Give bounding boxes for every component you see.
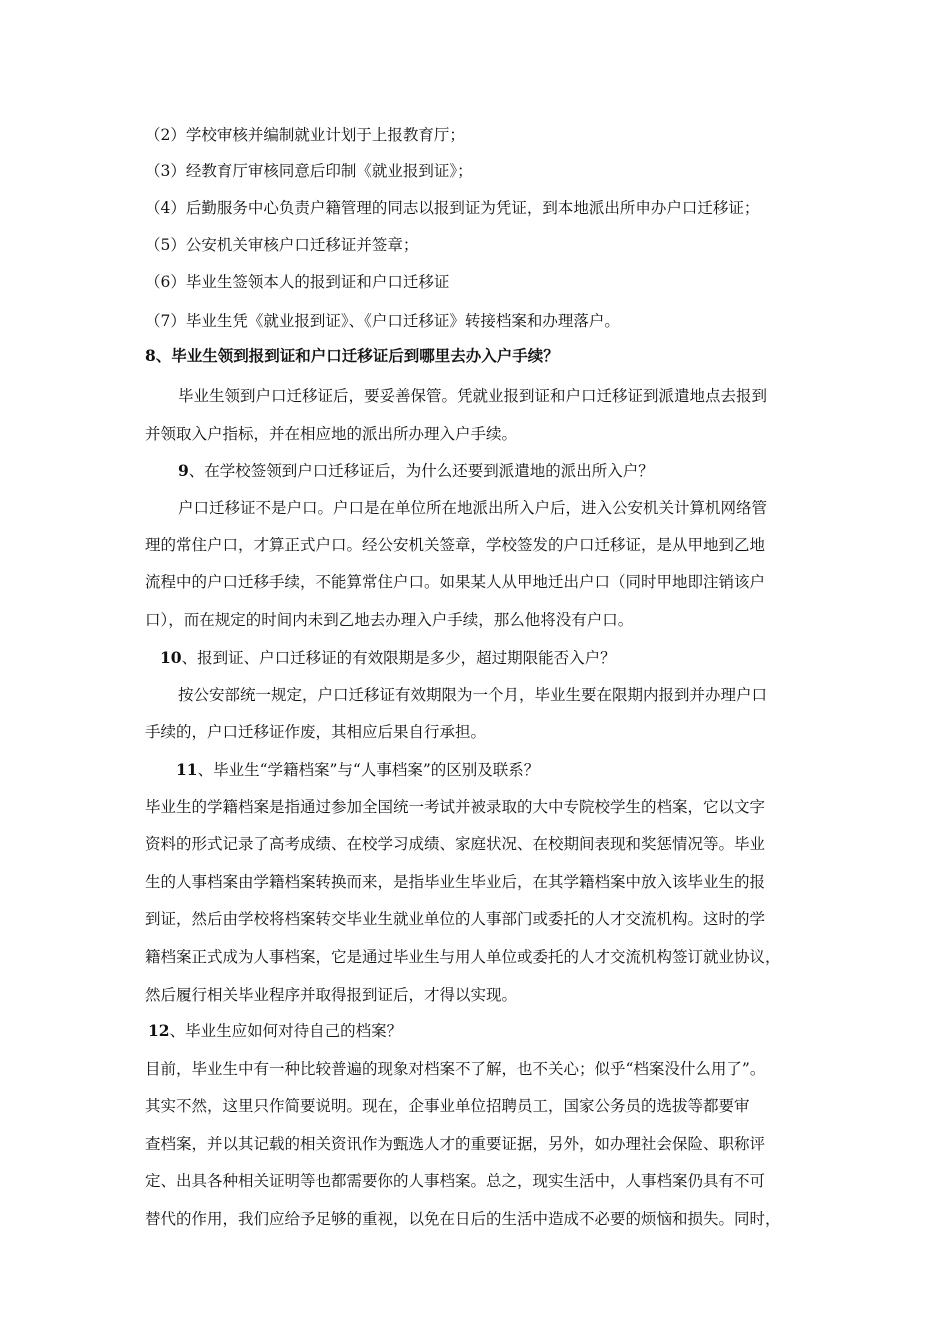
question-11-title [176, 760, 846, 780]
q12-paragraph-line: 查档案，并以其记载的相关资讯作为甄选人才的重要证据，另外，如办理社会保险、职称评 [145, 1135, 766, 1153]
q9-paragraph-line: 流程中的户口迁移手续，不能算常住户口。如果某人从甲地迁出户口（同时甲地即注销该户 [145, 573, 766, 591]
question-10-number: 10 [160, 648, 182, 667]
question-10-title [160, 648, 830, 668]
q12-paragraph-line: 替代的作用，我们应给予足够的重视，以免在日后的生活中造成不必要的烦恼和损失。同时， [145, 1210, 781, 1228]
question-12-text: 、毕业生应如何对待自己的档案？ [169, 1022, 403, 1040]
q11-paragraph-line: 籍档案正式成为人事档案，它是通过毕业生与用人单位或委托的人才交流机构签订就业协议， [145, 948, 781, 966]
step-5: （5）公安机关审核户口迁移证并签章； [145, 236, 419, 254]
q9-paragraph-line: 口），而在规定的时间内未到乙地去办理入户手续，那么他将没有户口。 [145, 611, 634, 629]
q8-paragraph-line: 毕业生领到户口迁移证后，要妥善保管。凭就业报到证和户口迁移证到派遣地点去报到 [178, 387, 768, 405]
question-9-title [178, 461, 848, 481]
q12-paragraph-line: 其实不然，这里只作简要说明。现在，企事业单位招聘员工，国家公务员的选拔等都要审 [145, 1097, 750, 1115]
q10-paragraph-line: 手续的，户口迁移证作废，其相应后果自行承担。 [145, 723, 487, 741]
question-9-number: 9 [178, 461, 189, 480]
q11-paragraph-line: 到证，然后由学校将档案转交毕业生就业单位的人事部门或委托的人才交流机构。这时的学 [145, 910, 766, 928]
q11-paragraph-line: 生的人事档案由学籍档案转换而来，是指毕业生毕业后，在其学籍档案中放入该毕业生的报 [145, 873, 766, 891]
q9-paragraph-line: 户口迁移证不是户口。户口是在单位所在地派出所入户后，进入公安机关计算机网络管 [178, 499, 768, 517]
question-11-number: 11 [176, 760, 198, 779]
step-7: （7）毕业生凭《就业报到证》、《户口迁移证》转接档案和办理落户。 [145, 312, 620, 330]
question-11-text: 、毕业生“学籍档案”与“人事档案”的区别及联系？ [197, 761, 540, 779]
question-12-number: 12 [148, 1021, 170, 1040]
question-8-title: 8、毕业生领到报到证和户口迁移证后到哪里去办入户手续？ [145, 346, 559, 365]
q11-paragraph-line: 然后履行相关毕业程序并取得报到证后，才得以实现。 [145, 986, 518, 1004]
question-9-text: 、在学校签领到户口迁移证后，为什么还要到派遣地的派出所入户？ [188, 462, 654, 480]
q11-paragraph-line: 毕业生的学籍档案是指通过参加全国统一考试并被录取的大中专院校学生的档案，它以文字 [145, 798, 766, 816]
step-6: （6）毕业生签领本人的报到证和户口迁移证 [145, 273, 450, 291]
step-3: （3）经教育厅审核同意后印制《就业报到证》； [145, 162, 473, 180]
q10-paragraph-line: 按公安部统一规定，户口迁移证有效期限为一个月，毕业生要在限期内报到并办理户口 [178, 686, 768, 704]
question-10-text: 、报到证、户口迁移证的有效限期是多少，超过期限能否入户？ [181, 649, 616, 667]
q11-paragraph-line: 资料的形式记录了高考成绩、在校学习成绩、家庭状况、在校期间表现和奖惩情况等。毕业 [145, 835, 766, 853]
question-12-title [148, 1021, 818, 1041]
q12-paragraph-line: 定、出具各种相关证明等也都需要你的人事档案。总之，现实生活中，人事档案仍具有不可 [145, 1172, 766, 1190]
step-4: （4）后勤服务中心负责户籍管理的同志以报到证为凭证，到本地派出所申办户口迁移证； [145, 199, 760, 217]
q12-paragraph-line: 目前，毕业生中有一种比较普遍的现象对档案不了解，也不关心；似乎“档案没什么用了”。 [145, 1060, 766, 1078]
q8-paragraph-line: 并领取入户指标，并在相应地的派出所办理入户手续。 [145, 425, 518, 443]
q9-paragraph-line: 理的常住户口，才算正式户口。经公安机关签章，学校签发的户口迁移证，是从甲地到乙地 [145, 536, 766, 554]
step-2: （2）学校审核并编制就业计划于上报教育厅； [145, 126, 465, 144]
